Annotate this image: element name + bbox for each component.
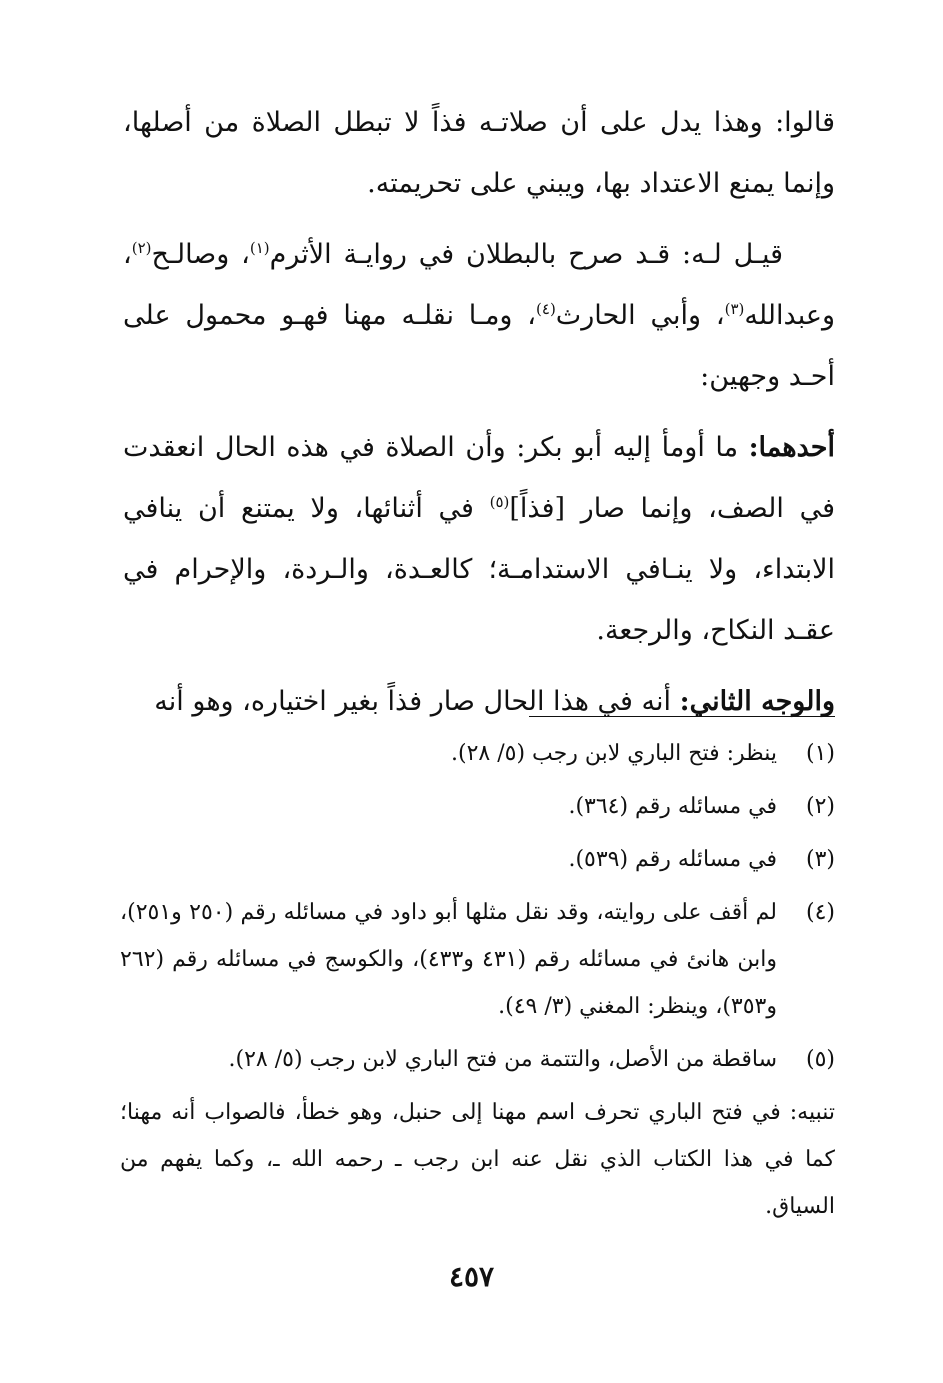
page-number: ٤٥٧: [448, 1260, 495, 1293]
footnote-number: (٥): [805, 1047, 835, 1072]
footnote-ref-5[interactable]: (٥): [489, 493, 510, 511]
footnote-number: (٢): [805, 794, 835, 819]
footnote-3: [120, 836, 835, 883]
footnote-text: ينظر: فتح الباري لابن رجب (٥/ ٢٨).: [451, 741, 777, 766]
paragraph-2-text-a: قيـل لـه: قـد صرح بالبطلان في روايـة الأثرم: [269, 239, 784, 270]
paragraph-2: [123, 224, 835, 407]
paragraph-2-text-b: ، وصالـح: [151, 239, 250, 270]
footnote-number: (١): [805, 741, 835, 766]
footnote-divider: [529, 716, 835, 717]
footnote-text: ساقطة من الأصل، والتتمة من فتح الباري لابن رجب (٥/ ٢٨).: [228, 1047, 777, 1072]
paragraph-4: [123, 671, 835, 732]
footnote-number: (٣): [805, 847, 835, 872]
footnote-5: [120, 1036, 835, 1083]
paragraph-3: [123, 417, 835, 661]
footnote-text: في مسائله رقم (٥٣٩).: [568, 847, 777, 872]
footnote-1: [120, 730, 835, 777]
footnote-ref-4[interactable]: (٤): [536, 300, 556, 318]
paragraph-3-text-b: في أثنائها، ولا يمتنع أن ينافي الابتداء، ولا ينـافي الاستدامـة؛ كالعـدة، والـردة، والإحرام في عقـد النكاح، والرجعة.: [123, 493, 835, 646]
paragraph-4-text-a: أنه في هذا الحال صار فذاً بغير اختياره، وهو أنه: [154, 686, 680, 717]
paragraph-4-lead: والوجه الثاني:: [679, 686, 835, 717]
paragraph-1-text: قالوا: وهذا يدل على أن صلاتـه فذاً لا تبطل الصلاة من أصلها، وإنما يمنع الاعتداد بها، ويبني على تحريمته.: [123, 107, 835, 199]
footnotes-section: [120, 730, 835, 1230]
footnote-4: [120, 889, 835, 1030]
paragraph-3-text-a: ما أومأ إليه أبو بكر: وأن الصلاة في هذه الحال انعقدت في الصف، وإنما صار [فذاً]: [123, 432, 835, 524]
footnote-number: (٤): [805, 900, 835, 925]
paragraph-2-text-d: ، وأبي الحارث: [555, 300, 725, 331]
footnote-ref-1[interactable]: (١): [249, 239, 270, 257]
paragraph-1: [123, 92, 835, 214]
footnote-ref-2[interactable]: (٢): [131, 239, 152, 257]
paragraph-2-text-c: ، وعبدالله: [123, 239, 835, 331]
footnote-text: لم أقف على روايته، وقد نقل مثلها أبو داود في مسائله رقم (٢٥٠ و٢٥١)، وابن هانئ في مسائله رقم (٤٣١ و٤٣٣)، والكوسج في مسائله رقم (٢٦٢ و٣٥٣)، وينظر: المغني (٣/ ٤٩).: [120, 900, 777, 1019]
footnote-ref-3[interactable]: (٣): [724, 300, 745, 318]
footnote-note: تنبيه: في فتح الباري تحرف اسم مهنا إلى حنبل، وهو خطأ، فالصواب أنه مهنا؛ كما في هذا الكتاب الذي نقل عنه ابن رجب ـ رحمه الله ـ، وكما يفهم من السياق.: [120, 1100, 835, 1219]
main-text: [123, 92, 835, 742]
paragraph-3-lead: أحدهما:: [748, 432, 835, 463]
footnote-text: في مسائله رقم (٣٦٤).: [568, 794, 777, 819]
paragraph-2-text-e: ، ومـا نقلـه مهنا فهـو محمول على أحـد وجهين:: [123, 300, 835, 392]
footnote-2: [120, 783, 835, 830]
